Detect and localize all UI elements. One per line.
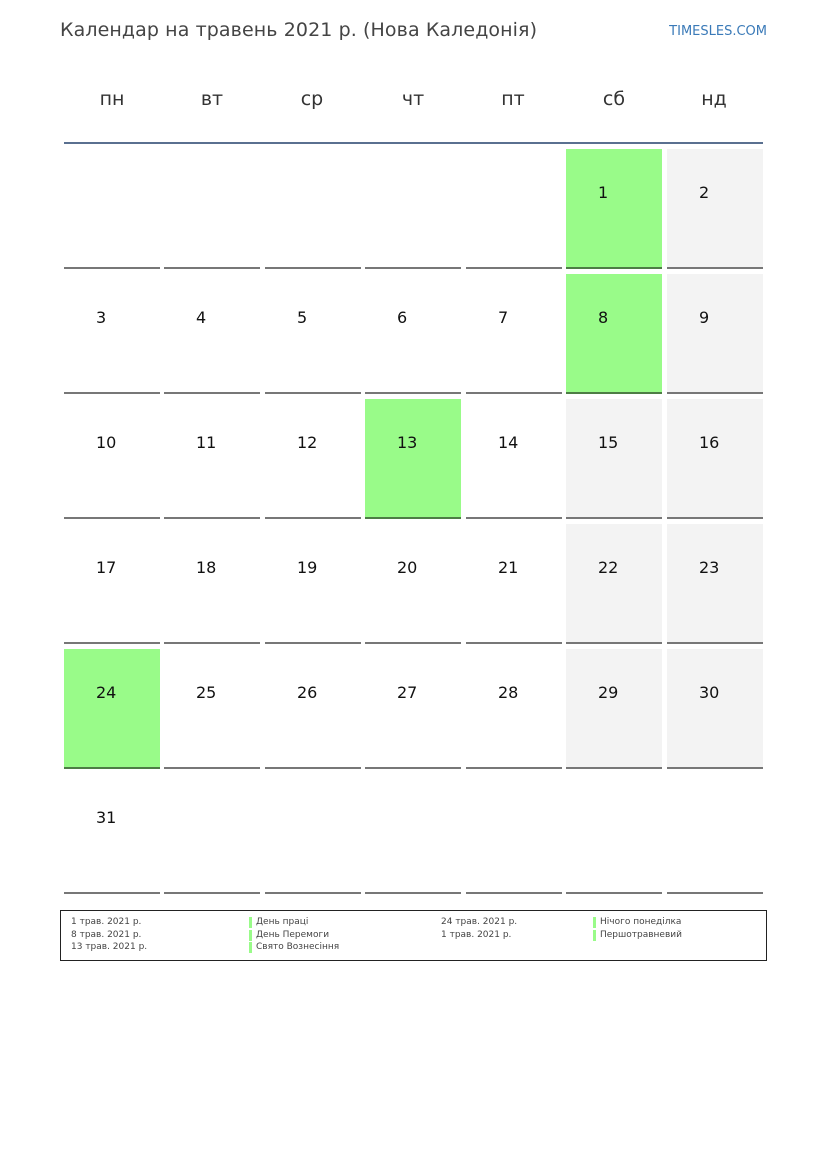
legend-date: 1 трав. 2021 р. <box>441 930 512 940</box>
calendar-day-cell[interactable] <box>667 524 763 644</box>
day-number: 6 <box>397 308 408 327</box>
calendar-day-cell[interactable] <box>466 399 562 519</box>
calendar-day-cell[interactable] <box>265 399 361 519</box>
calendar-day-cell[interactable] <box>566 399 662 519</box>
day-number: 19 <box>297 558 318 577</box>
calendar-empty-cell <box>365 774 461 894</box>
day-number: 2 <box>699 183 710 202</box>
calendar-day-cell[interactable] <box>566 274 662 394</box>
calendar-day-cell[interactable] <box>265 524 361 644</box>
day-number: 24 <box>96 683 117 702</box>
day-number: 7 <box>498 308 509 327</box>
calendar-day-cell[interactable] <box>566 524 662 644</box>
calendar-empty-cell <box>164 149 260 269</box>
legend-date: 1 трав. 2021 р. <box>71 917 142 927</box>
day-number: 29 <box>598 683 619 702</box>
day-number: 8 <box>598 308 609 327</box>
day-number: 28 <box>498 683 519 702</box>
calendar-day-cell[interactable] <box>365 524 461 644</box>
day-number: 5 <box>297 308 308 327</box>
calendar-day-cell[interactable] <box>365 399 461 519</box>
calendar-empty-cell <box>164 774 260 894</box>
calendar-empty-cell <box>265 149 361 269</box>
calendar-day-cell[interactable] <box>566 149 662 269</box>
calendar-day-cell[interactable] <box>667 399 763 519</box>
calendar-grid <box>64 149 764 895</box>
day-number: 9 <box>699 308 710 327</box>
weekday-label: чт <box>401 88 425 110</box>
calendar-day-cell[interactable] <box>365 274 461 394</box>
calendar-day-cell[interactable] <box>466 524 562 644</box>
day-number: 16 <box>699 433 720 452</box>
calendar-day-cell[interactable] <box>164 524 260 644</box>
day-number: 20 <box>397 558 418 577</box>
weekday-label: нд <box>701 88 727 110</box>
weekday-label: ср <box>300 88 324 110</box>
calendar-day-cell[interactable] <box>164 649 260 769</box>
day-number: 10 <box>96 433 117 452</box>
calendar-day-cell[interactable] <box>466 649 562 769</box>
calendar-day-cell[interactable] <box>64 774 160 894</box>
calendar-day-cell[interactable] <box>466 274 562 394</box>
calendar-day-cell[interactable] <box>265 649 361 769</box>
day-number: 11 <box>196 433 217 452</box>
calendar-empty-cell <box>466 774 562 894</box>
legend-holiday-name: Першотравневий <box>593 930 682 940</box>
day-number: 4 <box>196 308 207 327</box>
calendar-empty-cell <box>667 774 763 894</box>
legend-date: 24 трав. 2021 р. <box>441 917 518 927</box>
legend-holiday-name: День Перемоги <box>249 930 329 940</box>
calendar-day-cell[interactable] <box>64 649 160 769</box>
calendar-day-cell[interactable] <box>64 524 160 644</box>
calendar-empty-cell <box>566 774 662 894</box>
header-divider <box>64 142 763 144</box>
calendar-day-cell[interactable] <box>667 649 763 769</box>
day-number: 22 <box>598 558 619 577</box>
page-title: Календар на травень 2021 р. (Нова Каледонія) <box>60 19 538 41</box>
calendar-day-cell[interactable] <box>164 399 260 519</box>
day-number: 27 <box>397 683 418 702</box>
weekday-label: сб <box>602 88 626 110</box>
legend-holiday-name: Нічого понеділка <box>593 917 681 927</box>
day-number: 30 <box>699 683 720 702</box>
day-number: 18 <box>196 558 217 577</box>
day-number: 21 <box>498 558 519 577</box>
legend-date: 8 трав. 2021 р. <box>71 930 142 940</box>
calendar-day-cell[interactable] <box>265 274 361 394</box>
calendar-empty-cell <box>64 149 160 269</box>
calendar-day-cell[interactable] <box>667 149 763 269</box>
day-number: 1 <box>598 183 609 202</box>
calendar-empty-cell <box>365 149 461 269</box>
calendar-empty-cell <box>466 149 562 269</box>
day-number: 17 <box>96 558 117 577</box>
calendar-day-cell[interactable] <box>667 274 763 394</box>
weekday-label: пт <box>501 88 525 110</box>
day-number: 31 <box>96 808 117 827</box>
calendar-day-cell[interactable] <box>64 274 160 394</box>
legend-holiday-name: День праці <box>249 917 308 927</box>
day-number: 26 <box>297 683 318 702</box>
weekday-label: пн <box>99 88 125 110</box>
day-number: 25 <box>196 683 217 702</box>
legend-date: 13 трав. 2021 р. <box>71 942 148 952</box>
weekday-label: вт <box>200 88 224 110</box>
holiday-legend <box>60 910 767 961</box>
calendar-empty-cell <box>265 774 361 894</box>
calendar-day-cell[interactable] <box>566 649 662 769</box>
day-number: 12 <box>297 433 318 452</box>
day-number: 14 <box>498 433 519 452</box>
day-number: 13 <box>397 433 418 452</box>
calendar-day-cell[interactable] <box>365 649 461 769</box>
day-number: 3 <box>96 308 107 327</box>
calendar-day-cell[interactable] <box>64 399 160 519</box>
weekday-header <box>64 88 764 120</box>
brand-link[interactable]: TIMESLES.COM <box>669 24 767 39</box>
calendar-day-cell[interactable] <box>164 274 260 394</box>
day-number: 23 <box>699 558 720 577</box>
day-number: 15 <box>598 433 619 452</box>
legend-holiday-name: Свято Вознесіння <box>249 942 339 952</box>
